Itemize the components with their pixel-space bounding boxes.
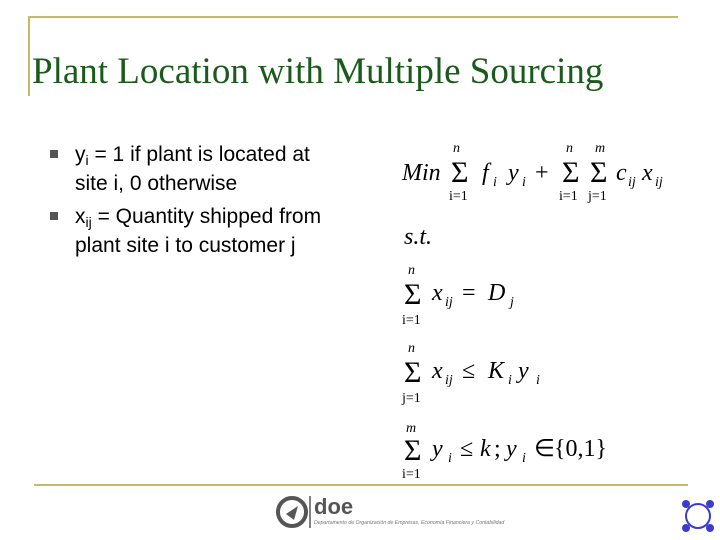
doe-logo	[276, 492, 536, 532]
subscript-i: i	[536, 373, 540, 388]
semicolon: ;	[494, 436, 501, 462]
logo-arrow-icon	[286, 506, 298, 520]
sum-upper: m	[595, 141, 606, 156]
rhs-k: K	[488, 358, 505, 384]
sum-lower: i=1	[559, 189, 578, 204]
sum-upper: n	[408, 341, 415, 356]
subject-to: s.t.	[404, 224, 433, 250]
optimization-model	[396, 136, 686, 482]
subscript-ij: ij	[655, 175, 663, 190]
slide-title: Plant Location with Multiple Sourcing	[32, 51, 604, 92]
bullet-text: = Quantity shipped from plant site i to customer j	[75, 205, 322, 257]
sum-upper: m	[406, 421, 417, 436]
bullet-square-icon	[50, 212, 58, 220]
subscript-ij: ij	[445, 295, 453, 310]
min-label: Min	[402, 160, 441, 186]
bullet-list	[48, 140, 348, 260]
bullet-variable: x	[75, 205, 86, 228]
term-f: f	[482, 160, 489, 186]
logo-caption: Departamento de Organización de Empresas, Economía Financiera y Contabilidad	[314, 520, 505, 526]
binary-set: {0,1}	[554, 436, 608, 462]
term-k: k	[480, 436, 491, 462]
navigation-icon[interactable]	[680, 498, 716, 534]
term-x: x	[642, 160, 653, 186]
subscript-i: i	[493, 175, 497, 190]
subscript-ij: ij	[628, 175, 636, 190]
leq-sign: ≤	[460, 436, 474, 462]
term-y: y	[432, 436, 443, 462]
bullet-item-y	[48, 140, 348, 198]
frame-top-rule	[28, 16, 678, 18]
sum-lower: i=1	[449, 189, 468, 204]
sigma-icon: Σ	[404, 434, 422, 467]
bullet-subscript: i	[85, 152, 89, 168]
term-c: c	[616, 160, 627, 186]
sigma-icon: Σ	[404, 278, 422, 311]
term-y: y	[506, 436, 517, 462]
sum-lower: i=1	[402, 313, 421, 328]
term-x: x	[432, 358, 443, 384]
subscript-j: j	[510, 295, 514, 310]
subscript-ij: ij	[445, 373, 453, 388]
bullet-variable: y	[75, 143, 86, 166]
sigma-icon: Σ	[404, 356, 422, 389]
frame-left-rule	[28, 16, 30, 96]
leq-sign: ≤	[462, 358, 476, 384]
logo-wordmark: doe	[314, 494, 354, 519]
sum-lower: j=1	[588, 189, 607, 204]
bullet-subscript: ij	[85, 214, 92, 230]
sum-upper: n	[566, 141, 573, 156]
term-y: y	[508, 160, 519, 186]
subscript-i: i	[448, 451, 452, 466]
sum-upper: n	[453, 141, 460, 156]
bullet-item-x	[48, 202, 348, 260]
footer-rule	[34, 484, 688, 486]
term-y: y	[518, 358, 529, 384]
rhs-d: D	[488, 280, 506, 306]
subscript-i: i	[508, 373, 512, 388]
equals-sign: =	[462, 280, 476, 306]
sum-upper: n	[408, 263, 415, 278]
subscript-i: i	[522, 451, 526, 466]
plus-sign: +	[535, 160, 549, 186]
element-of-sign: ∈	[534, 436, 555, 462]
subscript-i: i	[522, 175, 526, 190]
sum-lower: j=1	[402, 391, 421, 406]
sigma-icon: Σ	[451, 156, 469, 189]
bullet-text: = 1 if plant is located at site i, 0 otherwise	[75, 143, 310, 195]
term-x: x	[432, 280, 443, 306]
sigma-icon: Σ	[562, 156, 580, 189]
sigma-icon: Σ	[590, 156, 608, 189]
sum-lower: i=1	[402, 467, 421, 482]
bullet-square-icon	[50, 150, 58, 158]
